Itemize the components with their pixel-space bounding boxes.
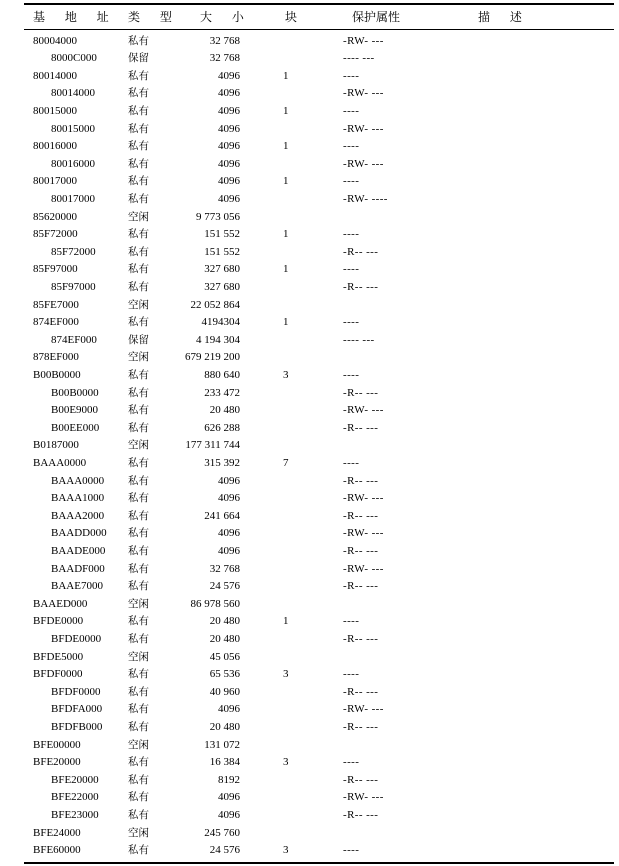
table-row: [0, 261, 619, 279]
cell-address: BAAA0000: [33, 456, 87, 469]
cell-block: 1: [283, 69, 289, 82]
header-size: 大 小: [200, 10, 252, 24]
cell-type: 私有: [128, 492, 149, 505]
table-row: [0, 349, 619, 367]
header-block: 块: [285, 10, 298, 24]
cell-size: 65 536: [209, 668, 240, 681]
table-row: [0, 226, 619, 244]
cell-size: 4 194 304: [196, 333, 240, 346]
cell-protection: ----: [343, 756, 360, 769]
cell-type: 私有: [128, 34, 149, 47]
cell-address: B0187000: [33, 439, 79, 452]
cell-type: 私有: [128, 474, 149, 487]
cell-address: BFE60000: [33, 844, 81, 857]
cell-protection: -RW- ---: [343, 703, 384, 716]
cell-size: 20 480: [209, 404, 240, 417]
cell-type: 私有: [128, 703, 149, 716]
cell-protection: -R-- ---: [343, 773, 379, 786]
cell-protection: ----: [343, 668, 360, 681]
cell-block: 1: [283, 615, 289, 628]
cell-address: B00EE000: [51, 421, 100, 434]
table-row: [0, 807, 619, 825]
cell-size: 4096: [218, 87, 240, 100]
cell-protection: -R-- ---: [343, 720, 379, 733]
cell-size: 32 768: [209, 34, 240, 47]
cell-protection: ----: [343, 140, 360, 153]
cell-address: BFDFA000: [51, 703, 103, 716]
table-row: [0, 473, 619, 491]
cell-size: 20 480: [209, 720, 240, 733]
cell-type: 私有: [128, 580, 149, 593]
cell-size: 151 552: [204, 228, 240, 241]
cell-type: 保留: [128, 333, 149, 346]
cell-address: BFE22000: [51, 791, 99, 804]
cell-type: 私有: [128, 157, 149, 170]
table-row: [0, 437, 619, 455]
cell-size: 24 576: [209, 844, 240, 857]
table-row: [0, 314, 619, 332]
table-row: [0, 385, 619, 403]
cell-address: BFE24000: [33, 826, 81, 839]
cell-protection: ---- ---: [343, 333, 375, 346]
cell-size: 4096: [218, 703, 240, 716]
cell-protection: -RW- ---: [343, 34, 384, 47]
cell-size: 40 960: [209, 685, 240, 698]
cell-address: BFDE5000: [33, 650, 84, 663]
cell-size: 16 384: [209, 756, 240, 769]
table-row: [0, 737, 619, 755]
table-row: [0, 772, 619, 790]
cell-size: 177 311 744: [185, 439, 240, 452]
cell-address: B00E9000: [51, 404, 99, 417]
cell-address: 80015000: [33, 104, 77, 117]
cell-type: 私有: [128, 140, 149, 153]
cell-size: 9 773 056: [196, 210, 240, 223]
cell-type: 私有: [128, 685, 149, 698]
cell-type: 私有: [128, 720, 149, 733]
table-row: [0, 50, 619, 68]
table-row: [0, 596, 619, 614]
cell-size: 626 288: [204, 421, 240, 434]
cell-size: 151 552: [204, 245, 240, 258]
cell-address: 878EF000: [33, 351, 79, 364]
cell-address: BAADE000: [51, 544, 106, 557]
cell-type: 私有: [128, 263, 149, 276]
cell-type: 空闲: [128, 439, 149, 452]
cell-address: 80016000: [51, 157, 95, 170]
cell-protection: ---- ---: [343, 52, 375, 65]
cell-type: 私有: [128, 245, 149, 258]
cell-address: BFDE0000: [51, 632, 102, 645]
cell-address: 85F97000: [33, 263, 78, 276]
cell-size: 20 480: [209, 632, 240, 645]
table-row: [0, 173, 619, 191]
cell-type: 私有: [128, 756, 149, 769]
table-row: [0, 631, 619, 649]
cell-size: 131 072: [204, 738, 240, 751]
cell-type: 私有: [128, 192, 149, 205]
cell-size: 4096: [218, 544, 240, 557]
table-bottom-rule: [24, 862, 614, 864]
cell-size: 24 576: [209, 580, 240, 593]
header-description: 描 述: [478, 10, 530, 24]
cell-size: 4194304: [201, 316, 240, 329]
cell-block: 1: [283, 175, 289, 188]
cell-protection: -RW- ---: [343, 791, 384, 804]
cell-type: 私有: [128, 791, 149, 804]
cell-block: 3: [283, 844, 289, 857]
header-protection: 保护属性: [352, 10, 401, 24]
cell-type: 私有: [128, 509, 149, 522]
cell-block: 1: [283, 263, 289, 276]
table-row: [0, 279, 619, 297]
cell-type: 私有: [128, 527, 149, 540]
cell-type: 私有: [128, 368, 149, 381]
cell-size: 4096: [218, 492, 240, 505]
cell-size: 4096: [218, 122, 240, 135]
cell-address: BAAA0000: [51, 474, 105, 487]
cell-type: 空闲: [128, 210, 149, 223]
cell-address: BAAE7000: [51, 580, 103, 593]
cell-protection: -R-- ---: [343, 245, 379, 258]
cell-address: BFDFB000: [51, 720, 103, 733]
cell-block: 3: [283, 756, 289, 769]
cell-protection: -R-- ---: [343, 580, 379, 593]
cell-address: 85F72000: [51, 245, 96, 258]
cell-address: 80015000: [51, 122, 95, 135]
cell-type: 空闲: [128, 738, 149, 751]
table-row: [0, 85, 619, 103]
cell-type: 私有: [128, 228, 149, 241]
cell-block: 7: [283, 456, 289, 469]
cell-address: BFE00000: [33, 738, 81, 751]
cell-address: 80016000: [33, 140, 77, 153]
cell-type: 空闲: [128, 351, 149, 364]
cell-size: 8192: [218, 773, 240, 786]
table-row: [0, 842, 619, 860]
cell-protection: -RW- ----: [343, 192, 388, 205]
cell-size: 4096: [218, 192, 240, 205]
cell-protection: -R-- ---: [343, 544, 379, 557]
table-row: [0, 420, 619, 438]
cell-address: BAAED000: [33, 597, 88, 610]
cell-type: 私有: [128, 175, 149, 188]
cell-size: 32 768: [209, 52, 240, 65]
table-row: [0, 508, 619, 526]
table-row: [0, 209, 619, 227]
cell-size: 4096: [218, 527, 240, 540]
cell-size: 4096: [218, 69, 240, 82]
table-row: [0, 332, 619, 350]
table-row: [0, 490, 619, 508]
cell-type: 私有: [128, 404, 149, 417]
cell-protection: -R-- ---: [343, 808, 379, 821]
cell-protection: -R-- ---: [343, 632, 379, 645]
cell-type: 保留: [128, 52, 149, 65]
table-row: [0, 33, 619, 51]
table-row: [0, 754, 619, 772]
table-row: [0, 684, 619, 702]
cell-address: BFE20000: [33, 756, 81, 769]
cell-type: 私有: [128, 87, 149, 100]
table-row: [0, 191, 619, 209]
cell-address: B00B0000: [51, 386, 99, 399]
cell-address: BFDF0000: [51, 685, 101, 698]
cell-block: 1: [283, 104, 289, 117]
cell-size: 4096: [218, 140, 240, 153]
cell-type: 空闲: [128, 597, 149, 610]
cell-protection: ----: [343, 69, 360, 82]
cell-protection: ----: [343, 615, 360, 628]
header-address: 基 地 址: [33, 10, 117, 24]
cell-address: B00B0000: [33, 368, 81, 381]
cell-size: 880 640: [204, 368, 240, 381]
cell-type: 私有: [128, 122, 149, 135]
cell-size: 327 680: [204, 280, 240, 293]
cell-size: 4096: [218, 175, 240, 188]
cell-protection: -RW- ---: [343, 87, 384, 100]
cell-address: 80004000: [33, 34, 77, 47]
table-row: [0, 244, 619, 262]
cell-block: 1: [283, 140, 289, 153]
table-row: [0, 578, 619, 596]
cell-size: 4096: [218, 157, 240, 170]
cell-type: 私有: [128, 632, 149, 645]
cell-protection: -R-- ---: [343, 386, 379, 399]
cell-protection: -R-- ---: [343, 509, 379, 522]
cell-size: 4096: [218, 104, 240, 117]
table-row: [0, 121, 619, 139]
cell-size: 32 768: [209, 562, 240, 575]
cell-address: 80014000: [33, 69, 77, 82]
cell-type: 私有: [128, 386, 149, 399]
table-row: [0, 525, 619, 543]
cell-type: 空闲: [128, 650, 149, 663]
cell-address: 874EF000: [51, 333, 97, 346]
cell-size: 4096: [218, 808, 240, 821]
cell-protection: -R-- ---: [343, 685, 379, 698]
table-header-rule: [24, 29, 614, 30]
cell-type: 私有: [128, 844, 149, 857]
cell-type: 私有: [128, 808, 149, 821]
cell-address: 874EF000: [33, 316, 79, 329]
cell-type: 私有: [128, 773, 149, 786]
cell-address: BAADF000: [51, 562, 105, 575]
cell-type: 私有: [128, 69, 149, 82]
cell-address: 85FE7000: [33, 298, 79, 311]
table-row: [0, 649, 619, 667]
cell-address: 8000C000: [51, 52, 97, 65]
cell-protection: -R-- ---: [343, 474, 379, 487]
cell-address: 85F97000: [51, 280, 96, 293]
cell-size: 315 392: [204, 456, 240, 469]
table-row: [0, 666, 619, 684]
cell-address: BFDF0000: [33, 668, 83, 681]
cell-size: 4096: [218, 474, 240, 487]
table-row: [0, 701, 619, 719]
cell-protection: ----: [343, 316, 360, 329]
table-row: [0, 455, 619, 473]
cell-address: BAAA1000: [51, 492, 105, 505]
cell-block: 3: [283, 668, 289, 681]
cell-size: 233 472: [204, 386, 240, 399]
cell-protection: -RW- ---: [343, 562, 384, 575]
cell-type: 私有: [128, 456, 149, 469]
table-row: [0, 613, 619, 631]
cell-address: 85F72000: [33, 228, 78, 241]
cell-type: 私有: [128, 544, 149, 557]
cell-protection: -RW- ---: [343, 404, 384, 417]
cell-size: 241 664: [204, 509, 240, 522]
cell-address: 80017000: [33, 175, 77, 188]
cell-address: 80014000: [51, 87, 95, 100]
cell-type: 私有: [128, 280, 149, 293]
table-row: [0, 825, 619, 843]
cell-type: 私有: [128, 316, 149, 329]
cell-protection: ----: [343, 175, 360, 188]
cell-address: BFE20000: [51, 773, 99, 786]
cell-protection: -R-- ---: [343, 280, 379, 293]
cell-size: 4096: [218, 791, 240, 804]
table-row: [0, 789, 619, 807]
cell-protection: ----: [343, 228, 360, 241]
cell-protection: -RW- ---: [343, 157, 384, 170]
cell-size: 22 052 864: [190, 298, 240, 311]
cell-address: BFDE0000: [33, 615, 84, 628]
cell-protection: -R-- ---: [343, 421, 379, 434]
table-row: [0, 402, 619, 420]
cell-type: 私有: [128, 421, 149, 434]
cell-protection: -RW- ---: [343, 122, 384, 135]
table-row: [0, 543, 619, 561]
cell-address: BFE23000: [51, 808, 99, 821]
table-row: [0, 719, 619, 737]
cell-type: 私有: [128, 668, 149, 681]
cell-address: BAAA2000: [51, 509, 105, 522]
cell-block: 3: [283, 368, 289, 381]
cell-protection: -RW- ---: [343, 527, 384, 540]
table-row: [0, 156, 619, 174]
cell-block: 1: [283, 316, 289, 329]
cell-size: 86 978 560: [190, 597, 240, 610]
cell-type: 私有: [128, 104, 149, 117]
cell-size: 327 680: [204, 263, 240, 276]
cell-block: 1: [283, 228, 289, 241]
cell-protection: ----: [343, 456, 360, 469]
table-row: [0, 561, 619, 579]
table-row: [0, 138, 619, 156]
cell-address: 80017000: [51, 192, 95, 205]
cell-size: 20 480: [209, 615, 240, 628]
table-row: [0, 367, 619, 385]
table-row: [0, 103, 619, 121]
cell-protection: ----: [343, 844, 360, 857]
table-row: [0, 68, 619, 86]
cell-address: 85620000: [33, 210, 77, 223]
cell-address: BAADD000: [51, 527, 107, 540]
cell-type: 空闲: [128, 826, 149, 839]
cell-type: 空闲: [128, 298, 149, 311]
cell-type: 私有: [128, 562, 149, 575]
cell-type: 私有: [128, 615, 149, 628]
cell-protection: ----: [343, 263, 360, 276]
cell-protection: ----: [343, 104, 360, 117]
cell-size: 679 219 200: [185, 351, 240, 364]
cell-size: 245 760: [204, 826, 240, 839]
cell-size: 45 056: [209, 650, 240, 663]
cell-protection: -RW- ---: [343, 492, 384, 505]
header-type: 类 型: [128, 10, 180, 24]
cell-protection: ----: [343, 368, 360, 381]
table-row: [0, 297, 619, 315]
table-top-rule: [24, 3, 614, 5]
